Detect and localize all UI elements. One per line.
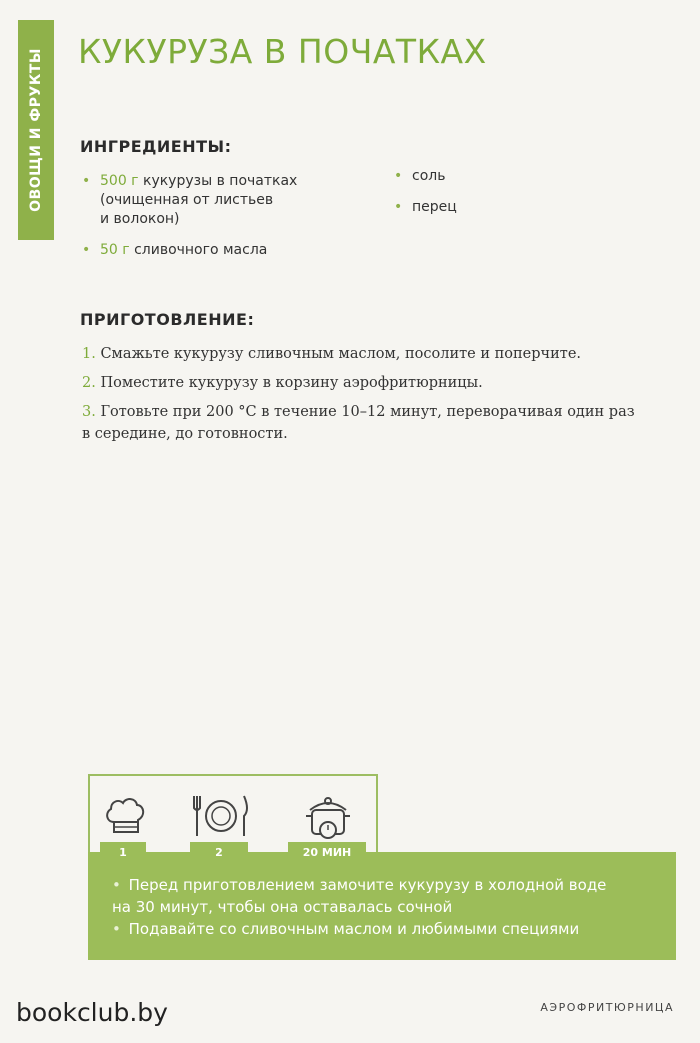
- step-text: Готовьте при 200 °С в течение 10–12 минут, переворачивая один раз: [95, 404, 635, 420]
- ingredient-text: и волокон): [100, 211, 180, 227]
- time-value: 20 МИН: [302, 845, 352, 859]
- ingredient-item: [392, 198, 592, 217]
- servings-badge: [190, 842, 248, 862]
- servings-value: 2: [215, 845, 223, 859]
- watermark: bookclub.by: [16, 998, 168, 1027]
- bullet-icon: •: [82, 242, 91, 258]
- difficulty-badge: [100, 842, 146, 862]
- section-tab: [18, 20, 54, 240]
- ingredient-text: сливочного масла: [129, 242, 268, 258]
- ingredient-text: (очищенная от листьев: [100, 192, 274, 208]
- recipe-title: КУКУРУЗА В ПОЧАТКАХ: [78, 32, 487, 71]
- ingredient-item: [392, 167, 592, 186]
- tip-item: [112, 874, 672, 918]
- ingredient-item: [80, 241, 380, 260]
- footer-book-title: АЭРОФРИТЮРНИЦА: [540, 1001, 674, 1014]
- plate-cutlery-icon: [192, 792, 250, 840]
- difficulty-value: 1: [119, 845, 127, 859]
- step-number: 2.: [82, 375, 96, 391]
- tip-text: Перед приготовлением замочите кукурузу в холодной воде: [123, 876, 607, 894]
- step-item: [82, 372, 682, 394]
- step-item: [82, 343, 682, 365]
- step-text: Смажьте кукурузу сливочным маслом, посолите и поперчите.: [95, 346, 582, 362]
- tip-item: [112, 918, 672, 940]
- step-text: Поместите кукурузу в корзину аэрофритюрницы.: [95, 375, 483, 391]
- ingredient-text: соль: [412, 168, 446, 184]
- ingredient-qty: 500 г: [100, 173, 139, 189]
- bullet-icon: •: [394, 199, 403, 215]
- tip-text: Подавайте со сливочным маслом и любимыми специями: [123, 920, 580, 938]
- ingredients-heading: ИНГРЕДИЕНТЫ:: [80, 137, 232, 156]
- step-number: 1.: [82, 346, 96, 362]
- pot-timer-icon: [302, 792, 354, 844]
- step-number: 3.: [82, 404, 96, 420]
- ingredients-list-left: [80, 172, 380, 272]
- chef-hat-icon: [102, 792, 148, 840]
- preparation-heading: ПРИГОТОВЛЕНИЕ:: [80, 310, 255, 329]
- ingredient-text: перец: [412, 199, 457, 215]
- step-text: в середине, до готовности.: [82, 426, 288, 442]
- ingredient-qty: 50 г: [100, 242, 130, 258]
- bullet-icon: •: [112, 920, 121, 938]
- ingredients-list-right: [392, 167, 592, 229]
- bullet-icon: •: [394, 168, 403, 184]
- steps-list: [82, 343, 682, 452]
- ingredient-item: [80, 172, 380, 229]
- tip-text: на 30 минут, чтобы она оставалась сочной: [112, 898, 453, 916]
- bullet-icon: •: [112, 876, 121, 894]
- tips-list: [112, 874, 672, 940]
- step-item: [82, 401, 682, 445]
- ingredient-text: кукурузы в початках: [138, 173, 298, 189]
- section-tab-label: ОВОЩИ И ФРУКТЫ: [28, 48, 44, 212]
- time-badge: [288, 842, 366, 862]
- bullet-icon: •: [82, 173, 91, 189]
